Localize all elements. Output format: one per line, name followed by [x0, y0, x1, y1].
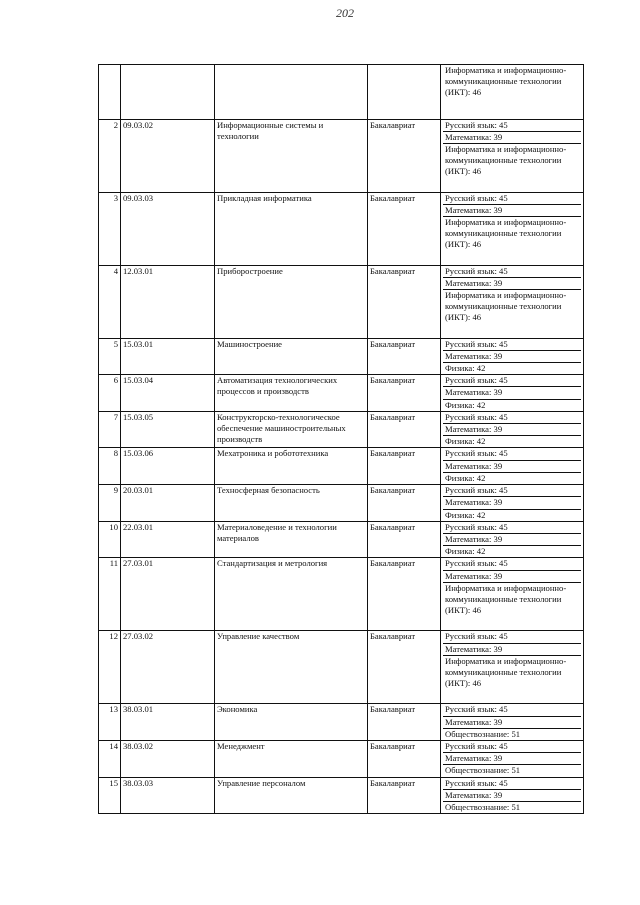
exam-item: Математика: 39: [443, 204, 581, 216]
exam-item: Информатика и информационно-коммуникационные технологии (ИКТ): 46: [443, 655, 581, 690]
program-code: 20.03.01: [121, 485, 215, 522]
program-code: 09.03.03: [121, 192, 215, 265]
program-code: 09.03.02: [121, 119, 215, 192]
education-level: Бакалавриат: [368, 558, 441, 631]
exam-item: Физика: 42: [443, 435, 581, 447]
table-row: [99, 265, 584, 338]
exam-list: [441, 411, 584, 448]
exam-item: Русский язык: 45: [445, 704, 508, 715]
row-number: 6: [99, 375, 121, 412]
exam-item: Математика: 39: [443, 716, 581, 728]
program-code: [121, 65, 215, 120]
exam-item: Русский язык: 45: [445, 411, 508, 422]
table-row: [99, 558, 584, 631]
education-level: Бакалавриат: [368, 119, 441, 192]
page-number: 202: [336, 6, 354, 20]
program-code: 12.03.01: [121, 265, 215, 338]
table-row: [99, 740, 584, 777]
row-number: 12: [99, 631, 121, 704]
exam-list: [441, 558, 584, 631]
education-level: Бакалавриат: [368, 521, 441, 558]
exam-list: [441, 631, 584, 704]
programs-table: [98, 64, 584, 814]
program-code: 38.03.02: [121, 740, 215, 777]
exam-list: [441, 777, 584, 814]
exam-item: Физика: 42: [443, 545, 581, 557]
exam-spacer: [443, 616, 581, 630]
table-row: [99, 119, 584, 192]
program-name: Управление персоналом: [215, 777, 368, 814]
exam-item: Физика: 42: [443, 472, 581, 484]
education-level: Бакалавриат: [368, 411, 441, 448]
education-level: Бакалавриат: [368, 704, 441, 741]
table-row: [99, 65, 584, 120]
table-row: [99, 521, 584, 558]
exam-item: Информатика и информационно-коммуникационные технологии (ИКТ): 46: [443, 216, 581, 251]
exam-item: Математика: 39: [443, 570, 581, 582]
exam-item: Информатика и информационно-коммуникационные технологии (ИКТ): 46: [445, 65, 567, 98]
row-number: 15: [99, 777, 121, 814]
exam-list: [441, 448, 584, 485]
program-code: 38.03.01: [121, 704, 215, 741]
exam-item: Математика: 39: [443, 496, 581, 508]
program-code: 27.03.02: [121, 631, 215, 704]
table-row: [99, 375, 584, 412]
row-number: 4: [99, 265, 121, 338]
exam-item: Русский язык: 45: [445, 558, 508, 569]
exam-item: Обществознание: 51: [443, 728, 581, 740]
row-number: 14: [99, 740, 121, 777]
exam-item: Информатика и информационно-коммуникационные технологии (ИКТ): 46: [443, 582, 581, 617]
exam-list: [441, 485, 584, 522]
exam-spacer: [443, 178, 581, 192]
exam-list: [441, 521, 584, 558]
program-code: 15.03.05: [121, 411, 215, 448]
table-row: [99, 704, 584, 741]
row-number: 11: [99, 558, 121, 631]
program-name: Экономика: [215, 704, 368, 741]
program-name: Конструкторско-технологическое обеспечение машиностроительных производств: [215, 411, 368, 448]
program-name: Менеджмент: [215, 740, 368, 777]
programs-table-body: [99, 65, 584, 814]
exam-item: Русский язык: 45: [445, 777, 508, 788]
program-code: 15.03.04: [121, 375, 215, 412]
program-name: Материаловедение и технологии материалов: [215, 521, 368, 558]
table-row: [99, 448, 584, 485]
exam-item: Русский язык: 45: [445, 740, 508, 751]
program-code: 27.03.01: [121, 558, 215, 631]
program-name: Прикладная информатика: [215, 192, 368, 265]
row-number: 10: [99, 521, 121, 558]
exam-item: Физика: 42: [443, 399, 581, 411]
row-number: [99, 65, 121, 120]
exam-item: Математика: 39: [443, 752, 581, 764]
exam-item: Физика: 42: [443, 362, 581, 374]
education-level: Бакалавриат: [368, 192, 441, 265]
exam-spacer: [443, 689, 581, 703]
row-number: 3: [99, 192, 121, 265]
table-row: [99, 631, 584, 704]
exam-item: Математика: 39: [443, 789, 581, 801]
table-row: [99, 485, 584, 522]
education-level: Бакалавриат: [368, 777, 441, 814]
exam-item: Математика: 39: [443, 423, 581, 435]
exam-item: Русский язык: 45: [445, 375, 508, 386]
education-level: Бакалавриат: [368, 631, 441, 704]
exam-item: Обществознание: 51: [443, 764, 581, 776]
row-number: 8: [99, 448, 121, 485]
exam-spacer: [443, 251, 581, 265]
exam-list: [441, 265, 584, 338]
exam-item: Математика: 39: [443, 277, 581, 289]
program-name: Мехатроника и робототехника: [215, 448, 368, 485]
exam-list: [441, 704, 584, 741]
education-level: Бакалавриат: [368, 740, 441, 777]
exam-list: [441, 119, 584, 192]
education-level: Бакалавриат: [368, 375, 441, 412]
education-level: Бакалавриат: [368, 448, 441, 485]
row-number: 9: [99, 485, 121, 522]
program-name: Управление качеством: [215, 631, 368, 704]
program-name: Приборостроение: [215, 265, 368, 338]
exam-item: Математика: 39: [443, 460, 581, 472]
program-code: 15.03.01: [121, 338, 215, 375]
exam-item: Русский язык: 45: [445, 485, 508, 496]
row-number: 13: [99, 704, 121, 741]
exam-item: Математика: 39: [443, 131, 581, 143]
exam-item: Математика: 39: [443, 386, 581, 398]
table-row: [99, 777, 584, 814]
row-number: 7: [99, 411, 121, 448]
table-row: [99, 192, 584, 265]
table-row: [99, 411, 584, 448]
program-name: [215, 65, 368, 120]
exam-item: Русский язык: 45: [445, 119, 508, 130]
exam-item: Информатика и информационно-коммуникационные технологии (ИКТ): 46: [443, 143, 581, 178]
row-number: 2: [99, 119, 121, 192]
exam-item: Математика: 39: [443, 533, 581, 545]
exam-item: Русский язык: 45: [445, 521, 508, 532]
program-code: 15.03.06: [121, 448, 215, 485]
exam-item: Физика: 42: [443, 509, 581, 521]
exam-item: Обществознание: 51: [443, 801, 581, 813]
table-row: [99, 338, 584, 375]
program-name: Информационные системы и технологии: [215, 119, 368, 192]
row-number: 5: [99, 338, 121, 375]
exam-spacer: [443, 99, 581, 119]
exam-item: Русский язык: 45: [445, 631, 508, 642]
exam-spacer: [443, 324, 581, 338]
program-name: Машиностроение: [215, 338, 368, 375]
exam-list: [441, 740, 584, 777]
education-level: Бакалавриат: [368, 485, 441, 522]
exam-list: [441, 65, 584, 120]
exam-item: Русский язык: 45: [445, 338, 508, 349]
exam-item: Математика: 39: [443, 350, 581, 362]
exam-list: [441, 338, 584, 375]
program-name: Стандартизация и метрология: [215, 558, 368, 631]
exam-item: Русский язык: 45: [445, 192, 508, 203]
exam-list: [441, 375, 584, 412]
education-level: [368, 65, 441, 120]
exam-list: [441, 192, 584, 265]
exam-item: Информатика и информационно-коммуникационные технологии (ИКТ): 46: [443, 289, 581, 324]
exam-item: Русский язык: 45: [445, 448, 508, 459]
education-level: Бакалавриат: [368, 338, 441, 375]
program-name: Техносферная безопасность: [215, 485, 368, 522]
exam-item: Русский язык: 45: [445, 265, 508, 276]
program-code: 22.03.01: [121, 521, 215, 558]
exam-item: Математика: 39: [443, 643, 581, 655]
program-code: 38.03.03: [121, 777, 215, 814]
program-name: Автоматизация технологических процессов и производств: [215, 375, 368, 412]
education-level: Бакалавриат: [368, 265, 441, 338]
